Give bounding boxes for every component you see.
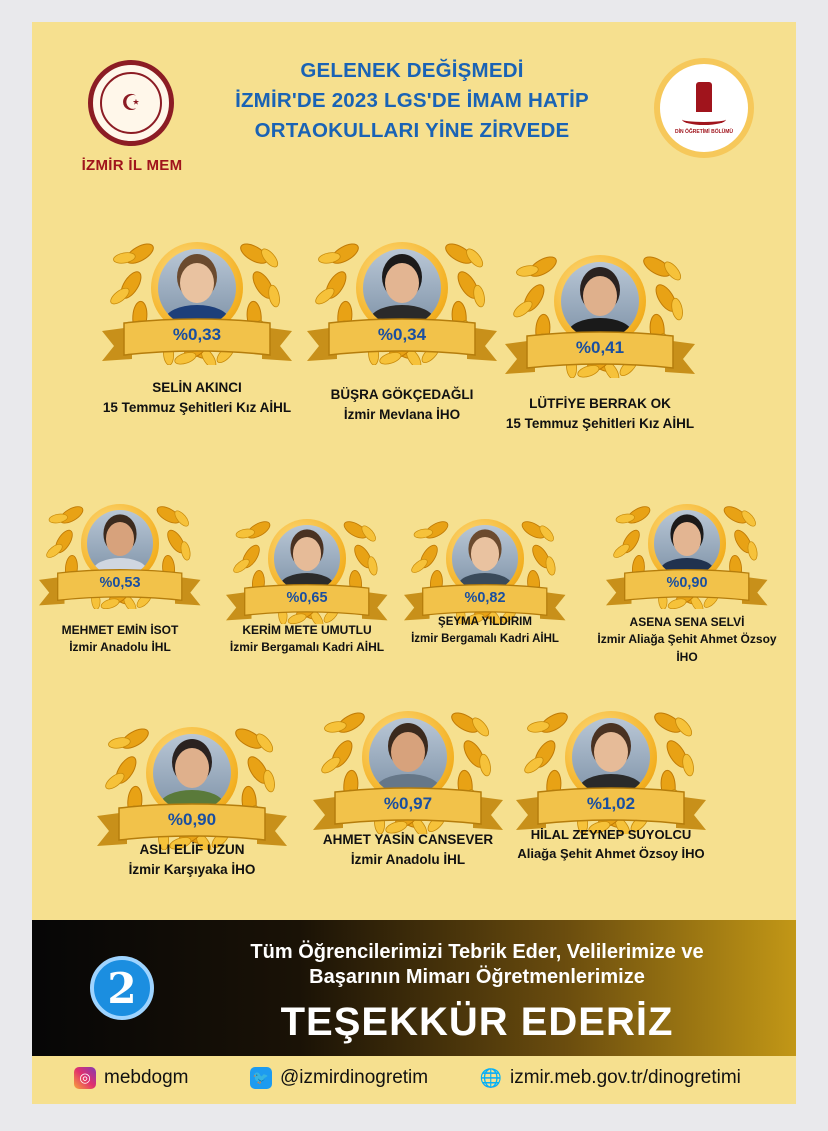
student-photo bbox=[561, 262, 639, 340]
student-school: İzmir Mevlana İHO bbox=[343, 406, 461, 422]
title-line-2: İZMİR'DE 2023 LGS'DE İMAM HATİP bbox=[235, 89, 589, 112]
percentile-label: %0,34 bbox=[377, 325, 427, 344]
percentile-label: %0,53 bbox=[99, 575, 141, 591]
student-photo bbox=[654, 510, 720, 576]
thanks-line-2: Başarının Mimarı Öğretmenlerimize bbox=[309, 966, 645, 988]
thanks-text bbox=[187, 940, 767, 1052]
student-photo bbox=[363, 249, 441, 327]
percentile-label: %0,33 bbox=[172, 325, 222, 344]
student-name: ŞEYMA YILDIRIM bbox=[438, 616, 532, 628]
twitter-icon: 🐦 bbox=[250, 1067, 272, 1089]
web-url: izmir.meb.gov.tr/dinogretimi bbox=[510, 1067, 741, 1088]
percentile-label: %0,65 bbox=[286, 590, 328, 606]
book-icon bbox=[682, 114, 726, 125]
number-two-badge: 2 bbox=[90, 956, 154, 1020]
percentile-label: %0,41 bbox=[575, 338, 625, 357]
student-school: 15 Temmuz Şehitleri Kız AİHL bbox=[102, 399, 292, 415]
student-photo bbox=[153, 734, 231, 812]
student-school: Aliağa Şehit Ahmet Özsoy İHO bbox=[517, 845, 705, 861]
student-school: İzmir Aliağa Şehit Ahmet Özsoy İHO bbox=[597, 632, 777, 664]
instagram-icon: ◎ bbox=[74, 1067, 96, 1089]
twitter-handle: @izmirdinogretim bbox=[280, 1067, 429, 1088]
student-name: ASLI ELİF UZUN bbox=[139, 842, 245, 857]
percentile-label: %1,02 bbox=[586, 794, 636, 813]
student-photo bbox=[158, 249, 236, 327]
percentile-label: %0,90 bbox=[167, 810, 217, 829]
student-school: İzmir Bergamalı Kadri AİHL bbox=[411, 632, 559, 645]
right-logo-label: DİN ÖĞRETİMİ BÖLÜMÜ bbox=[674, 128, 734, 135]
student-name: SELİN AKINCI bbox=[152, 380, 242, 395]
izmir-il-mem-logo bbox=[88, 60, 174, 146]
thanks-line-1: Tüm Öğrencilerimizi Tebrik Eder, Velilerimize ve bbox=[250, 941, 704, 963]
emblem-icon: ☪ bbox=[100, 72, 162, 134]
percentile-label: %0,97 bbox=[383, 794, 433, 813]
twitter-link[interactable] bbox=[250, 1067, 428, 1089]
student-school: İzmir Anadolu İHL bbox=[350, 851, 466, 867]
student-photo bbox=[452, 525, 518, 591]
web-link[interactable] bbox=[480, 1067, 741, 1089]
student-name: KERİM METE UMUTLU bbox=[242, 623, 372, 637]
student-card bbox=[222, 497, 392, 697]
student-school: 15 Temmuz Şehitleri Kız AİHL bbox=[505, 415, 695, 431]
student-name: LÜTFİYE BERRAK OK bbox=[529, 396, 671, 411]
student-card bbox=[400, 497, 570, 697]
student-photo bbox=[274, 525, 340, 591]
student-name: BÜŞRA GÖKÇEDAĞLI bbox=[330, 387, 474, 402]
student-school: İzmir Anadolu İHL bbox=[69, 640, 171, 655]
title-line-3: ORTAOKULLARI YİNE ZİRVEDE bbox=[254, 119, 570, 142]
student-photo bbox=[369, 718, 447, 796]
page-title bbox=[202, 56, 622, 146]
globe-icon: 🌐 bbox=[479, 1067, 503, 1088]
student-school: İzmir Bergamalı Kadri AİHL bbox=[229, 640, 385, 655]
instagram-link[interactable] bbox=[74, 1067, 189, 1089]
student-name: MEHMET EMİN İSOT bbox=[61, 623, 179, 637]
left-logo-label: İZMİR İL MEM bbox=[81, 157, 183, 174]
title-line-1: GELENEK DEĞİŞMEDİ bbox=[300, 59, 524, 82]
din-ogretimi-logo bbox=[654, 58, 754, 158]
student-name: HİLAL ZEYNEP SUYOLCU bbox=[530, 827, 692, 842]
clock-tower-icon bbox=[696, 82, 712, 112]
poster bbox=[32, 22, 796, 1104]
student-photo bbox=[572, 718, 650, 796]
student-name: AHMET YASİN CANSEVER bbox=[322, 832, 494, 847]
student-school: İzmir Karşıyaka İHO bbox=[128, 861, 256, 877]
student-photo bbox=[87, 510, 153, 576]
thanks-heading: TEŞEKKÜR EDERİZ bbox=[280, 1000, 674, 1044]
percentile-label: %0,82 bbox=[464, 590, 506, 606]
percentile-label: %0,90 bbox=[666, 575, 708, 591]
student-name: ASENA SENA SELVİ bbox=[629, 615, 745, 629]
instagram-handle: mebdogm bbox=[104, 1067, 189, 1088]
